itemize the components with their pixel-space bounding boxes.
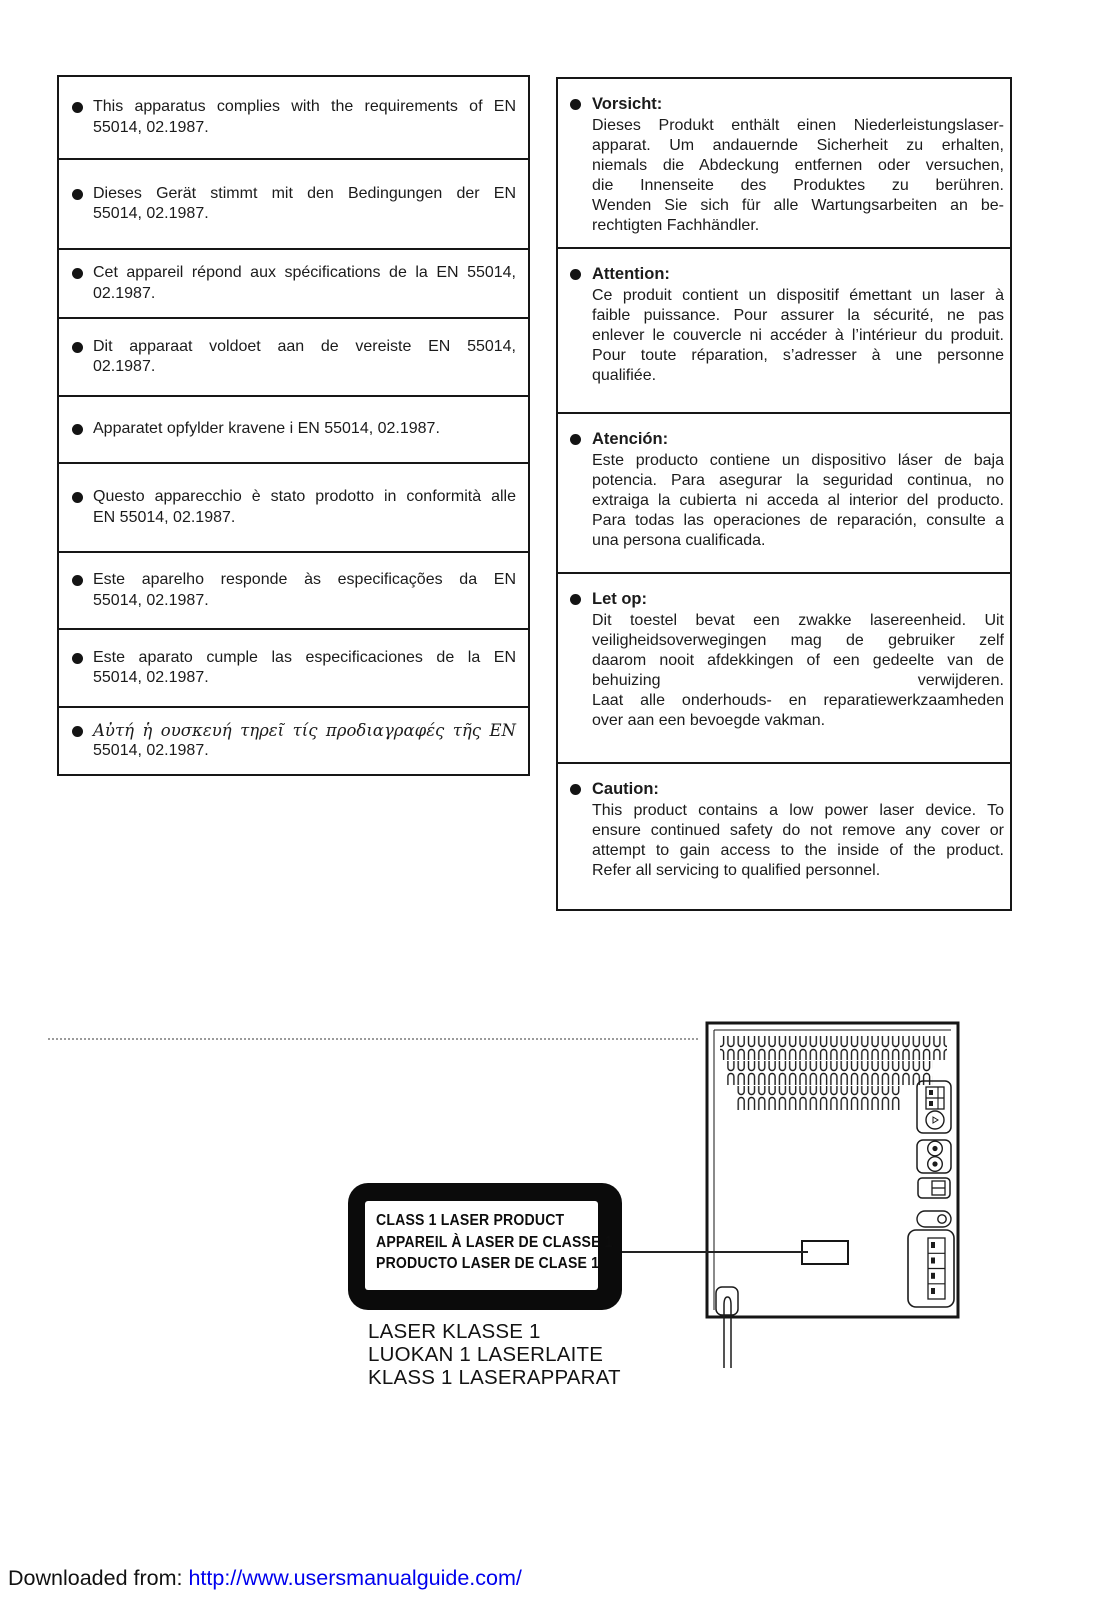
compliance-item-dutch — [59, 319, 528, 397]
compliance-box — [57, 75, 530, 776]
warning-section-attention — [558, 249, 1010, 414]
compliance-item-spanish — [59, 630, 528, 708]
laser-unit-marker — [802, 1241, 848, 1264]
footer-link[interactable]: http://www.usersmanualguide.com/ — [188, 1566, 522, 1590]
laser-caution-box — [556, 77, 1012, 911]
power-cord — [716, 1287, 738, 1368]
bullet-icon — [72, 342, 83, 353]
vent-slots-row3 — [736, 1086, 901, 1110]
warning-heading: Let op: — [592, 590, 647, 608]
warning-body: This product contains a low power laser device. To ensure continued safety do not remove any cover or attempt to gain access to the inside of the product. Refer all servicing to qualified personnel. — [592, 802, 1004, 879]
footer — [8, 1566, 522, 1591]
compliance-text: Dit apparaat voldoet aan de vereiste EN 55014, 02.1987. — [93, 337, 516, 375]
warning-body: Dieses Produkt enthält einen Niederleistungslaser- apparat. Um andauernde Sicherheit zu erhalten, niemals die Abdeckung entfernen oder versuchen, die Innenseite des Produktes zu berühren. Wenden Sie sich für alle Wartungsarbeiten an be- rechtigten Fachhändler. — [592, 117, 1004, 234]
compliance-item-german — [59, 160, 528, 250]
bullet-icon — [570, 99, 581, 110]
compliance-text: Dieses Gerät stimmt mit den Bedingungen der EN 55014, 02.1987. — [93, 184, 516, 222]
warning-heading: Attention: — [592, 265, 670, 283]
compliance-text: Αὐτή ἡ ουσκευή τηρεῖ τίς προδιαγραφές τῆς EN 55014, 02.1987. — [93, 720, 516, 759]
compliance-text: This apparatus complies with the requirements of EN 55014, 02.1987. — [93, 98, 516, 136]
compliance-item-danish — [59, 397, 528, 464]
bullet-icon — [72, 189, 83, 200]
warning-section-letop — [558, 574, 1010, 764]
label-pointer-line — [616, 1251, 808, 1253]
laser-class-caption: LASER KLASSE 1 LUOKAN 1 LASERLAITE KLASS 1 LASERAPPARAT — [368, 1320, 621, 1389]
warning-body: Este producto contiene un dispositivo láser de baja potencia. Para asegurar la seguridad continua, no extraiga la cubierta ni acceda al interior del producto. Para todas las operaciones de reparación, consulte a una persona cualificada. — [592, 452, 1004, 549]
compliance-text: Apparatet opfylder kravene i EN 55014, 02.1987. — [93, 420, 440, 438]
class1-laser-label — [348, 1183, 622, 1310]
warning-heading: Caution: — [592, 780, 659, 798]
bullet-icon — [72, 268, 83, 279]
bullet-icon — [570, 434, 581, 445]
warning-section-vorsicht — [558, 79, 1010, 249]
bullet-icon — [72, 492, 83, 503]
dotted-leader-line — [48, 1038, 698, 1040]
compliance-item-greek — [59, 708, 528, 774]
laser-label-text: CLASS 1 LASER PRODUCT APPAREIL À LASER DE CLASSE 1 PRODUCTO LASER DE CLASE 1 — [365, 1201, 598, 1290]
warning-section-atencion — [558, 414, 1010, 574]
warning-body: Dit toestel bevat een zwakke lasereenheid. Uit veiligheidsoverwegingen mag de gebruiker zelf daarom nooit afdekkingen of een gedeelte van de behuizing verwijderen. Laat alle onderhouds- en reparatiewerkzaamheden over aan een bevoegde vakman. — [592, 612, 1004, 729]
rear-panel-diagram — [695, 1000, 965, 1380]
compliance-text: Cet appareil répond aux spécifications de la EN 55014, 02.1987. — [93, 264, 516, 302]
footer-prefix: Downloaded from: — [8, 1566, 189, 1590]
compliance-text: Questo apparecchio è stato prodotto in conformità alle EN 55014, 02.1987. — [93, 488, 516, 526]
compliance-text: Este aparato cumple las especificaciones de la EN 55014, 02.1987. — [93, 648, 516, 686]
bullet-icon — [570, 784, 581, 795]
bullet-icon — [570, 594, 581, 605]
bullet-icon — [570, 269, 581, 280]
bullet-icon — [72, 726, 83, 737]
vent-slots-row1 — [720, 1036, 947, 1060]
compliance-item-english — [59, 77, 528, 160]
warning-heading: Atención: — [592, 430, 669, 448]
compliance-text: Este aparelho responde às especificações da EN 55014, 02.1987. — [93, 571, 516, 609]
compliance-item-italian — [59, 464, 528, 553]
warning-heading: Vorsicht: — [592, 95, 663, 113]
warning-section-caution — [558, 764, 1010, 909]
bullet-icon — [72, 102, 83, 113]
warning-body: Ce produit contient un dispositif émettant un laser à faible puissance. Pour assurer la sécurité, ne pas enlever le couvercle ni accéder à l’intérieur du produit. Pour toute réparation, s’adresser à une personne qualifiée. — [592, 287, 1004, 384]
compliance-item-french — [59, 250, 528, 319]
bullet-icon — [72, 575, 83, 586]
bullet-icon — [72, 424, 83, 435]
bullet-icon — [72, 653, 83, 664]
vent-slots-row2 — [727, 1061, 933, 1085]
compliance-item-portuguese — [59, 553, 528, 630]
